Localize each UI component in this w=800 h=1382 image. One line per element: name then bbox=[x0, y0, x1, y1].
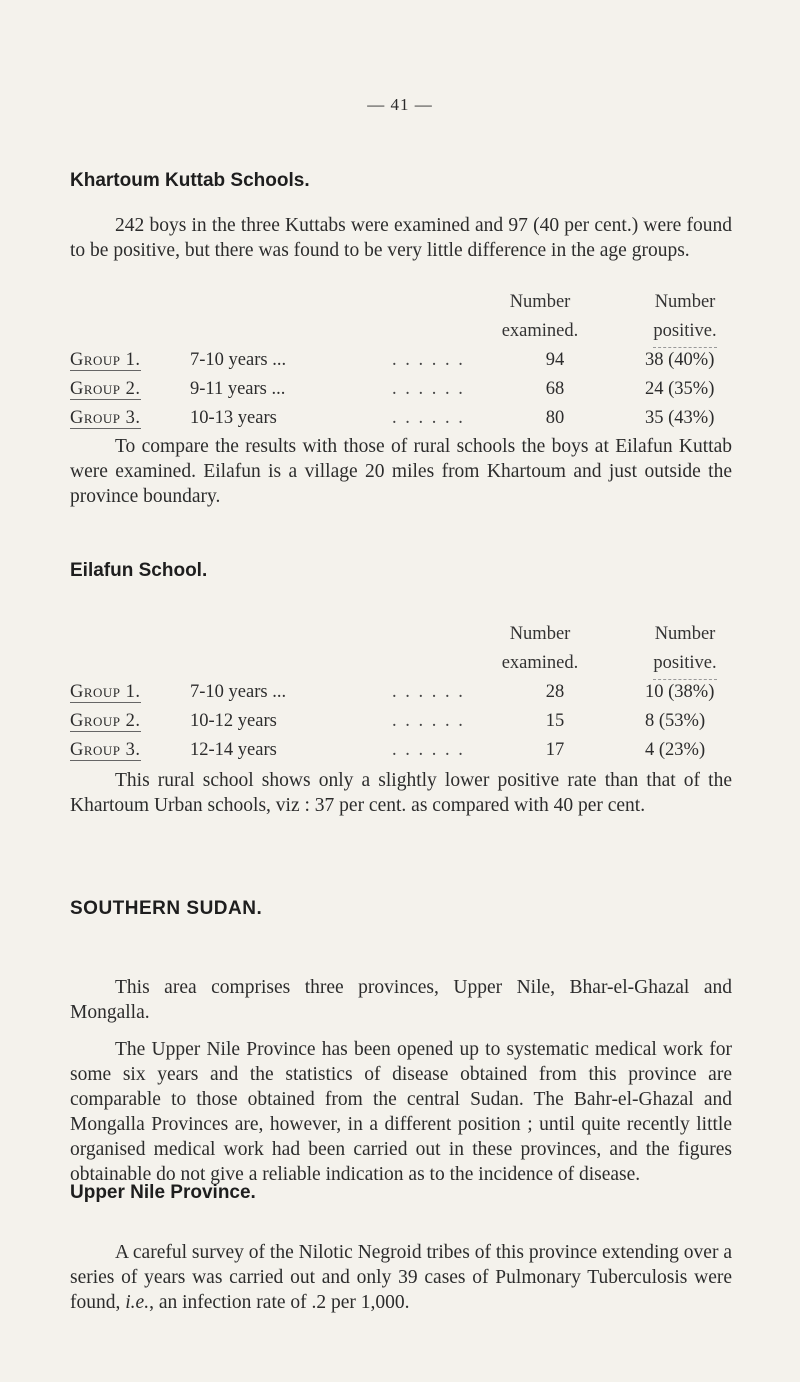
eilafun-heading: Eilafun School. bbox=[70, 560, 208, 581]
age-range: 7-10 years ... bbox=[190, 350, 287, 370]
group-label: Group 2. bbox=[70, 711, 141, 731]
number-positive: 35 (43%) bbox=[645, 408, 715, 428]
table-row bbox=[70, 682, 730, 710]
eilafun-col-examined: Number examined. bbox=[501, 624, 579, 673]
table-row bbox=[70, 379, 730, 407]
eilafun-col-positive: Number positive. bbox=[625, 620, 745, 680]
upper-nile-paragraph: A careful survey of the Nilotic Negroid tribes of this province extending over a series of years was carried out and only 39 cases of Pulmonary Tuberculosis were found, i.e., an infection rate of .2 per 1,000. bbox=[70, 1242, 732, 1313]
number-positive: 4 (23%) bbox=[645, 740, 706, 760]
group-label: Group 2. bbox=[70, 379, 141, 399]
khartoum-col-positive: Number positive. bbox=[625, 288, 745, 348]
leader-dots: . . . . . . bbox=[392, 408, 465, 428]
number-examined: 17 bbox=[545, 740, 565, 760]
age-range: 10-13 years bbox=[190, 408, 277, 428]
leader-dots: . . . . . . bbox=[392, 682, 465, 702]
table-row bbox=[70, 408, 730, 436]
number-positive: 38 (40%) bbox=[645, 350, 715, 370]
group-label: Group 1. bbox=[70, 682, 141, 702]
group-label: Group 3. bbox=[70, 740, 141, 760]
number-examined: 28 bbox=[545, 682, 565, 702]
khartoum-outro: To compare the results with those of rural schools the boys at Eilafun Kuttab were examined. Eilafun is a village 20 miles from Khartoum and just outside the province boundary. bbox=[70, 436, 732, 507]
number-examined: 15 bbox=[545, 711, 565, 731]
age-range: 10-12 years bbox=[190, 711, 277, 731]
number-examined: 80 bbox=[545, 408, 565, 428]
age-range: 12-14 years bbox=[190, 740, 277, 760]
leader-dots: . . . . . . bbox=[392, 711, 465, 731]
leader-dots: . . . . . . bbox=[392, 350, 465, 370]
number-examined: 94 bbox=[545, 350, 565, 370]
table-row bbox=[70, 711, 730, 739]
ie-abbreviation: i.e. bbox=[125, 1292, 150, 1313]
number-positive: 24 (35%) bbox=[645, 379, 715, 399]
khartoum-intro: 242 boys in the three Kuttabs were examined and 97 (40 per cent.) were found to be positive, but there was found to be very little difference in the age groups. bbox=[70, 215, 732, 261]
group-label: Group 1. bbox=[70, 350, 141, 370]
eilafun-outro: This rural school shows only a slightly lower positive rate than that of the Khartoum Urban schools, viz : 37 per cent. as compared with 40 per cent. bbox=[70, 770, 732, 816]
number-positive: 10 (38%) bbox=[645, 682, 715, 702]
age-range: 9-11 years ... bbox=[190, 379, 286, 399]
southern-paragraph-1: This area comprises three provinces, Upper Nile, Bhar-el-Ghazal and Mongalla. bbox=[70, 977, 732, 1023]
khartoum-col-examined: Number examined. bbox=[501, 292, 579, 341]
number-examined: 68 bbox=[545, 379, 565, 399]
leader-dots: . . . . . . bbox=[392, 379, 465, 399]
leader-dots: . . . . . . bbox=[392, 740, 465, 760]
page-number: — 41 — bbox=[367, 95, 433, 114]
table-row bbox=[70, 350, 730, 378]
group-label: Group 3. bbox=[70, 408, 141, 428]
upper-nile-heading: Upper Nile Province. bbox=[70, 1182, 256, 1203]
southern-paragraph-2: The Upper Nile Province has been opened up to systematic medical work for some six years and the statistics of disease obtained from this province are comparable to those obtained from the central Sudan. The Bahr-el-Ghazal and Mongalla Provinces are, however, in a different position ; until quite recently little organised medical work had been carried out in these provinces, and the figures obtainable do not give a reliable indication as to the incidence of disease. bbox=[70, 1039, 732, 1185]
table-row bbox=[70, 740, 730, 768]
number-positive: 8 (53%) bbox=[645, 711, 706, 731]
khartoum-heading: Khartoum Kuttab Schools. bbox=[70, 170, 310, 191]
age-range: 7-10 years ... bbox=[190, 682, 287, 702]
southern-sudan-heading: SOUTHERN SUDAN. bbox=[70, 898, 263, 919]
